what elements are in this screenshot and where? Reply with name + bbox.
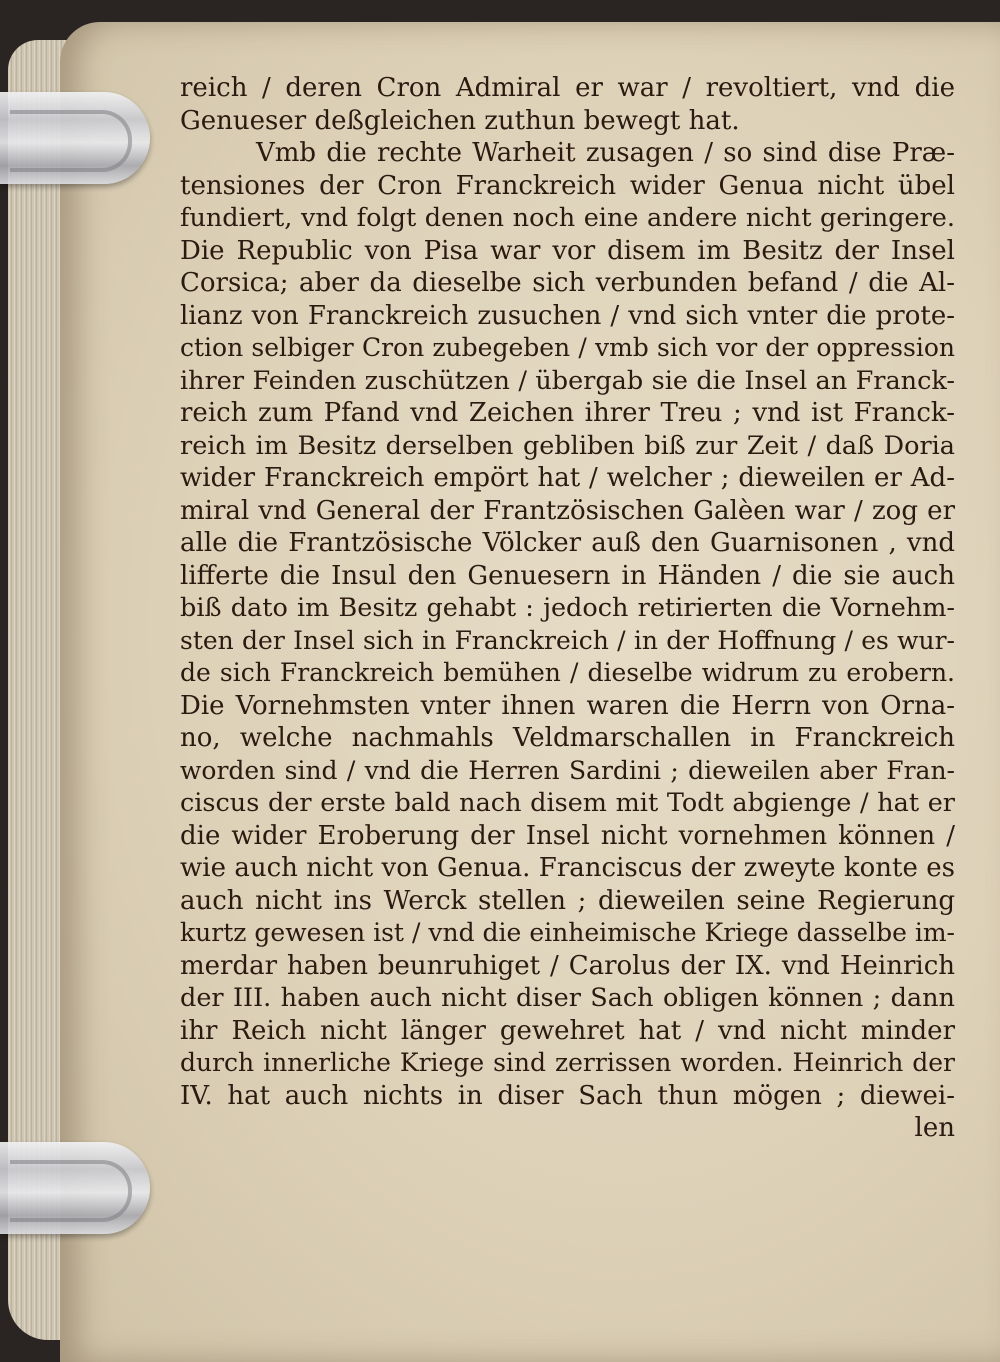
text-line: Vmb die rechte Warheit zusagen / so sind dise Præ- bbox=[256, 138, 955, 168]
text-line: worden sind / vnd die Herren Sardini ; dieweilen aber Fran- bbox=[180, 755, 955, 785]
text-line: reich zum Pfand vnd Zeichen ihrer Treu ; vnd ist Franck- bbox=[180, 398, 955, 428]
text-line: ction selbiger Cron zubegeben / vmb sich vor der oppression bbox=[180, 333, 955, 362]
text-line: tensiones der Cron Franckreich wider Genua nicht übel bbox=[180, 170, 955, 201]
text-line: Corsica; aber da dieselbe sich verbunden befand / die Al- bbox=[180, 268, 955, 298]
text-line: merdar haben beunruhiget / Carolus der IX. vnd Heinrich bbox=[180, 950, 955, 981]
text-line: miral vnd General der Frantzösischen Galèen war / zog er bbox=[180, 495, 955, 526]
text-line: auch nicht ins Werck stellen ; dieweilen seine Regierung bbox=[180, 885, 955, 916]
text-line: ciscus der erste bald nach disem mit Todt abgienge / hat er bbox=[180, 788, 955, 818]
text-line: biß dato im Besitz gehabt : jedoch retirierten die Vornehm- bbox=[180, 593, 955, 623]
text-line: der III. haben auch nicht diser Sach obligen können ; dann bbox=[180, 983, 955, 1013]
text-line: wider Franckreich empört hat / welcher ; dieweilen er Ad- bbox=[180, 463, 955, 493]
text-line: ihrer Feinden zuschützen / übergab sie die Insel an Franck- bbox=[180, 365, 955, 396]
bottom-paper-clip bbox=[0, 1142, 150, 1234]
text-line: durch innerliche Kriege sind zerrissen worden. Heinrich der bbox=[180, 1048, 955, 1077]
catchword: len bbox=[914, 1113, 955, 1143]
text-line: fundiert, vnd folgt denen noch eine andere nicht geringere. bbox=[180, 203, 955, 233]
text-line: lifferte die Insul den Genuesern in Händen / die sie auch bbox=[180, 560, 955, 591]
text-line: Die Vornehmsten vnter ihnen waren die Herrn von Orna- bbox=[180, 690, 955, 721]
text-line: lianz von Franckreich zusuchen / vnd sich vnter die prote- bbox=[180, 300, 955, 331]
text-line: alle die Frantzösische Völcker auß den Guarnisonen , vnd bbox=[180, 528, 955, 558]
page-text bbox=[180, 72, 955, 1145]
text-line: Die Republic von Pisa war vor disem im Besitz der Insel bbox=[180, 235, 955, 266]
text-line: no, welche nachmahls Veldmarschallen in Franckreich bbox=[180, 723, 955, 753]
text-line: de sich Franckreich bemühen / dieselbe widrum zu erobern. bbox=[180, 658, 955, 687]
text-line: IV. hat auch nichts in diser Sach thun mögen ; diewei- bbox=[180, 1080, 955, 1111]
text-line: Genueser deßgleichen zuthun bewegt hat. bbox=[180, 105, 740, 136]
text-line: wie auch nicht von Genua. Franciscus der zweyte konte es bbox=[180, 853, 955, 883]
text-line: reich / deren Cron Admiral er war / revoltiert, vnd die bbox=[180, 73, 955, 103]
text-line: kurtz gewesen ist / vnd die einheimische Kriege dasselbe im- bbox=[180, 918, 955, 947]
text-line: sten der Insel sich in Franckreich / in der Hoffnung / es wur- bbox=[180, 625, 955, 655]
top-paper-clip bbox=[0, 92, 150, 184]
text-line: reich im Besitz derselben gebliben biß zur Zeit / daß Doria bbox=[180, 430, 955, 461]
text-line: die wider Eroberung der Insel nicht vornehmen können / bbox=[180, 820, 955, 851]
text-line: ihr Reich nicht länger gewehret hat / vnd nicht minder bbox=[180, 1015, 955, 1046]
